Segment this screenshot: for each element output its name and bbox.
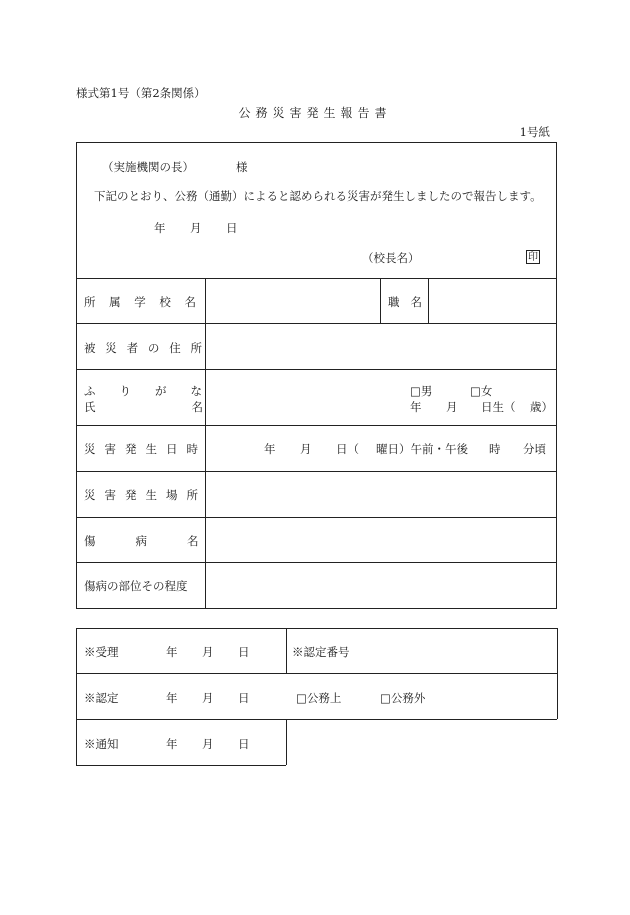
received-year: 年 bbox=[166, 645, 178, 659]
office-left-border bbox=[76, 628, 77, 765]
report-date-month: 月 bbox=[190, 221, 202, 235]
certified-label: ※認定 bbox=[84, 691, 119, 705]
form-code: 様式第1号（第2条関係） bbox=[76, 86, 206, 100]
datetime-month: 月 bbox=[300, 442, 312, 456]
office-mid-divider bbox=[286, 719, 287, 765]
birth-year: 年 bbox=[410, 400, 422, 414]
row-divider bbox=[76, 562, 557, 563]
position-divider-left bbox=[380, 278, 381, 323]
certified-day: 日 bbox=[238, 691, 250, 705]
received-label: ※受理 bbox=[84, 645, 119, 659]
birth-day: 日生（ bbox=[481, 400, 516, 414]
injury-label: 傷病名 bbox=[84, 534, 239, 548]
datetime-hour: 時 bbox=[489, 442, 501, 456]
row-divider bbox=[76, 323, 557, 324]
name-label: 氏名 bbox=[84, 400, 299, 414]
report-body-text: 下記のとおり、公務（通勤）によると認められる災害が発生しましたので報告します。 bbox=[94, 189, 542, 203]
datetime-weekday: 曜日）午前・午後 bbox=[376, 442, 468, 456]
off-duty-checkbox[interactable]: □公務外 bbox=[380, 691, 426, 705]
principal-name-label: （校長名） bbox=[362, 251, 420, 265]
notified-label: ※通知 bbox=[84, 737, 119, 751]
row-divider bbox=[76, 517, 557, 518]
received-month: 月 bbox=[202, 645, 214, 659]
datetime-year: 年 bbox=[264, 442, 276, 456]
addressee-label: （実施機関の長） bbox=[102, 160, 194, 174]
row-divider bbox=[76, 369, 557, 370]
certified-year: 年 bbox=[166, 691, 178, 705]
notified-month: 月 bbox=[202, 737, 214, 751]
notified-year: 年 bbox=[166, 737, 178, 751]
female-checkbox[interactable]: □女 bbox=[470, 384, 493, 398]
certified-month: 月 bbox=[202, 691, 214, 705]
office-row-divider bbox=[76, 719, 557, 720]
extent-label: 傷病の部位その程度 bbox=[84, 579, 188, 593]
addressee-suffix: 様 bbox=[236, 160, 248, 174]
report-date-day: 日 bbox=[226, 221, 238, 235]
office-bottom-border bbox=[76, 765, 286, 766]
age-suffix: 歳） bbox=[530, 400, 553, 414]
position-label: 職名 bbox=[388, 295, 433, 309]
office-top-border bbox=[76, 628, 557, 629]
datetime-minute: 分頃 bbox=[523, 442, 546, 456]
office-row-divider bbox=[76, 673, 557, 674]
document-title: 公務災害発生報告書 bbox=[238, 106, 392, 120]
notified-day: 日 bbox=[238, 737, 250, 751]
address-label: 被 災 者 の 住 所 bbox=[84, 341, 202, 355]
row-divider bbox=[76, 471, 557, 472]
received-day: 日 bbox=[238, 645, 250, 659]
male-checkbox[interactable]: □男 bbox=[410, 384, 433, 398]
on-duty-checkbox[interactable]: □公務上 bbox=[296, 691, 342, 705]
report-date-year: 年 bbox=[154, 221, 166, 235]
datetime-day: 日（ bbox=[336, 442, 359, 456]
datetime-label: 災害発生日時 bbox=[84, 442, 207, 456]
certification-number-label: ※認定番号 bbox=[292, 645, 350, 659]
furigana-label: ふりがな bbox=[84, 384, 226, 398]
row-divider bbox=[76, 278, 557, 279]
office-right-border bbox=[557, 628, 558, 719]
row-divider bbox=[76, 425, 557, 426]
seal-mark: 印 bbox=[528, 252, 538, 263]
school-label: 所 属 学 校 名 bbox=[84, 295, 196, 309]
office-mid-divider bbox=[286, 628, 287, 673]
sheet-number: 1号紙 bbox=[519, 125, 550, 139]
place-label: 災害発生場所 bbox=[84, 488, 207, 502]
birth-month: 月 bbox=[446, 400, 458, 414]
